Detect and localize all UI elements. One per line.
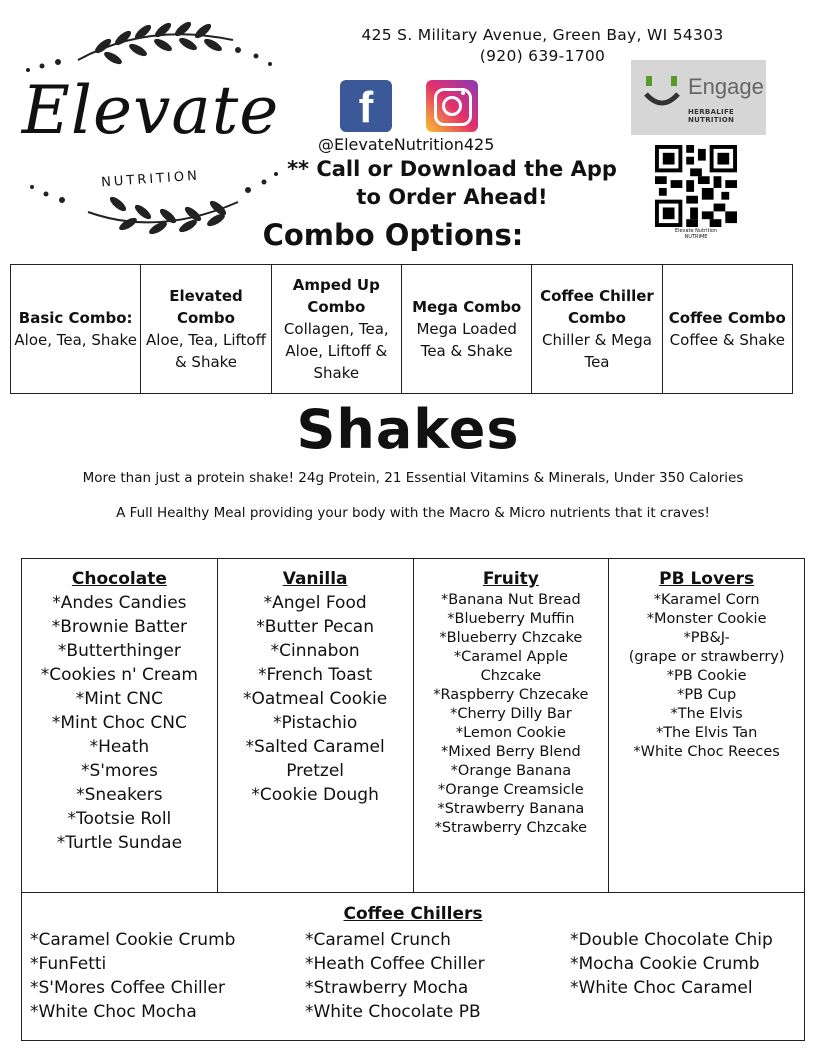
menu-item: *Orange Creamsicle <box>438 782 584 798</box>
column-heading: Vanilla <box>282 569 348 589</box>
menu-item: *Sneakers <box>76 785 163 805</box>
instagram-icon[interactable] <box>426 80 478 132</box>
menu-item: *Cinnabon <box>270 641 360 661</box>
menu-item: Pretzel <box>286 761 345 781</box>
logo-subtitle: NUTRITION <box>100 168 201 191</box>
menu-item: *Salted Caramel <box>245 737 385 757</box>
menu-item: *Raspberry Chzecake <box>433 687 589 703</box>
menu-item: *FunFetti <box>30 954 107 974</box>
menu-item: *Andes Candies <box>52 593 187 613</box>
menu-item: *Strawberry Chzcake <box>434 820 588 836</box>
menu-item: *Mint CNC <box>75 689 163 709</box>
menu-item: Chzcake <box>480 668 542 684</box>
combo-table <box>10 264 793 394</box>
column-heading: Fruity <box>482 569 539 589</box>
menu-item: *Caramel Cookie Crumb <box>30 930 236 950</box>
menu-item: *Pistachio <box>272 713 358 733</box>
menu-item: *Mixed Berry Blend <box>441 744 581 760</box>
menu-item: *Lemon Cookie <box>455 725 566 741</box>
menu-item: *S'mores <box>80 761 158 781</box>
menu-item: *French Toast <box>257 665 373 685</box>
combo-options-title: Combo Options: <box>262 218 524 252</box>
menu-item: *Caramel Apple <box>453 649 568 665</box>
menu-item: *Strawberry Banana <box>437 801 585 817</box>
menu-item: *Tootsie Roll <box>67 809 172 829</box>
combo-cell: Coffee Combo Coffee & Shake <box>662 265 792 394</box>
qr-code-icon[interactable] <box>655 145 737 227</box>
menu-item: *White Choc Caramel <box>570 978 753 998</box>
menu-item: *Monster Cookie <box>646 611 767 627</box>
menu-item: *Blueberry Muffin <box>447 611 575 627</box>
address-text: 425 S. Military Avenue, Green Bay, WI 54303 <box>361 26 724 44</box>
menu-item: *Butter Pecan <box>256 617 374 637</box>
combo-cell: Amped Up Combo Collagen, Tea, Aloe, Liftoff & Shake <box>271 265 401 394</box>
menu-item: *The Elvis Tan <box>655 725 758 741</box>
menu-item: *Double Chocolate Chip <box>570 930 773 950</box>
menu-item: *Mint Choc CNC <box>51 713 187 733</box>
tagline-meal: A Full Healthy Meal providing your body with the Macro & Micro nutrients that it craves! <box>116 505 710 521</box>
menu-item: *Heath Coffee Chiller <box>305 954 485 974</box>
qr-caption: Elevate Nutrition NUTRIME <box>674 228 718 240</box>
combo-cell: Elevated Combo Aloe, Tea, Liftoff & Shake <box>141 265 271 394</box>
chiller-column <box>570 928 773 1000</box>
herbalife-text: HERBALIFE NUTRITION <box>688 108 735 124</box>
menu-item: *Turtle Sundae <box>56 833 183 853</box>
coffee-chillers-title: Coffee Chillers <box>343 904 483 924</box>
phone-text[interactable]: (920) 639-1700 <box>479 47 606 65</box>
combo-cell: Coffee Chiller Combo Chiller & Mega Tea <box>532 265 662 394</box>
menu-item: *PB&J- <box>683 630 730 646</box>
tagline-nutrition: More than just a protein shake! 24g Protein, 21 Essential Vitamins & Minerals, Under 350 Calories <box>82 470 744 486</box>
menu-item: *PB Cup <box>677 687 737 703</box>
order-ahead-text: ** Call or Download the App to Order Ahead! <box>287 157 617 209</box>
menu-item: *PB Cookie <box>666 668 747 684</box>
menu-item: *Orange Banana <box>450 763 572 779</box>
shakes-title: Shakes <box>296 398 520 461</box>
engage-logo <box>631 60 766 135</box>
menu-item: *White Chocolate PB <box>305 1002 481 1022</box>
menu-item: *Heath <box>89 737 150 757</box>
social-handle: @ElevateNutrition425 <box>318 135 495 154</box>
chiller-column <box>305 928 485 1024</box>
chiller-column <box>30 928 235 1024</box>
menu-item: *Mocha Cookie Crumb <box>570 954 760 974</box>
menu-item: *Blueberry Chzcake <box>439 630 583 646</box>
menu-item: *Karamel Corn <box>653 592 760 608</box>
menu-item: *White Choc Mocha <box>30 1002 197 1022</box>
menu-item: *S'Mores Coffee Chiller <box>30 978 225 998</box>
smile-icon <box>641 72 683 112</box>
menu-item: *Cherry Dilly Bar <box>450 706 572 722</box>
menu-item: *Banana Nut Bread <box>440 592 581 608</box>
menu-item: *Brownie Batter <box>51 617 188 637</box>
combo-cell: Mega Combo Mega Loaded Tea & Shake <box>401 265 531 394</box>
shake-column-chocolate <box>22 559 218 893</box>
shake-column-fruity <box>413 559 609 893</box>
menu-item: *Cookies n' Cream <box>40 665 198 685</box>
facebook-icon[interactable]: f <box>340 80 392 132</box>
menu-item: *Cookie Dough <box>251 785 379 805</box>
combo-cell: Basic Combo: Aloe, Tea, Shake <box>11 265 141 394</box>
elevate-logo <box>18 12 283 237</box>
shake-column-vanilla <box>217 559 413 893</box>
menu-item: *Butterthinger <box>57 641 181 661</box>
menu-item: *Caramel Crunch <box>305 930 451 950</box>
menu-item: *Angel Food <box>263 593 367 613</box>
menu-item: *Oatmeal Cookie <box>243 689 388 709</box>
column-heading: Chocolate <box>71 569 167 589</box>
engage-word: Engage <box>688 74 764 99</box>
shakes-table <box>21 558 805 893</box>
column-heading: PB Lovers <box>659 569 755 589</box>
menu-item: *Strawberry Mocha <box>305 978 469 998</box>
menu-item: *White Choc Reeces <box>633 744 780 760</box>
shake-column-pb-lovers <box>609 559 805 893</box>
menu-item: *The Elvis <box>670 706 743 722</box>
logo-wordmark: Elevate <box>21 72 280 149</box>
menu-item: (grape or strawberry) <box>628 649 785 665</box>
